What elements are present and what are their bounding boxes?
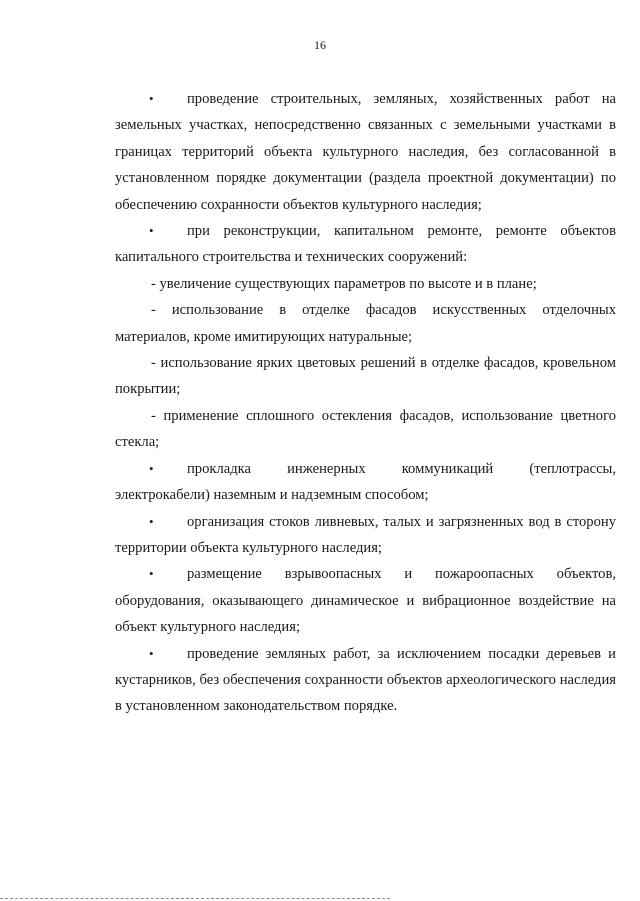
- bullet-icon: •: [149, 566, 154, 582]
- dash-paragraph: [115, 271, 616, 297]
- paragraph-text: прокладка инженерных коммуникаций (теплотрассы, электрокабели) наземным и надземным способом;: [115, 460, 616, 504]
- bullet-paragraph: [115, 641, 616, 720]
- bullet-icon: •: [149, 460, 154, 476]
- dash-paragraph: [115, 297, 616, 350]
- scan-edge-divider: [0, 898, 390, 899]
- bullet-icon: •: [149, 91, 154, 106]
- bullet-paragraph: [115, 509, 616, 562]
- paragraph-text: - применение сплошного остекления фасадов, использование цветного стекла;: [115, 407, 616, 451]
- paragraph-text: - увеличение существующих параметров по высоте и в плане;: [151, 275, 537, 292]
- paragraph-text: проведение земляных работ, за исключением посадки деревьев и кустарников, без обеспечения сохранности объектов археологического наследия в установленном законодательством порядке.: [115, 645, 616, 715]
- paragraph-text: - использование в отделке фасадов искусственных отделочных материалов, кроме имитирующих натуральные;: [115, 302, 616, 345]
- paragraph-text: при реконструкции, капитальном ремонте, ремонте объектов капитального строительства и технических сооружений:: [115, 223, 616, 266]
- paragraph-text: размещение взрывоопасных и пожароопасных объектов, оборудования, оказывающего динамическое и вибрационное воздействие на объект культурного наследия;: [115, 566, 616, 636]
- paragraph-text: проведение строительных, земляных, хозяйственных работ на земельных участках, непосредственно связанных с земельными участками в границах территорий объекта культурного наследия, без согласованной в установленном порядке документации (раздела проектной документации) по обеспечению сохранности объектов культурного наследия;: [115, 91, 616, 213]
- paragraph-text: - использование ярких цветовых решений в отделке фасадов, кровельном покрытии;: [115, 355, 616, 398]
- bullet-paragraph: [115, 86, 616, 218]
- dash-paragraph: [115, 403, 616, 456]
- bullet-paragraph: [115, 456, 616, 509]
- dash-paragraph: [115, 350, 616, 403]
- document-body: [115, 86, 616, 720]
- bullet-icon: •: [149, 223, 154, 239]
- bullet-icon: •: [149, 513, 154, 529]
- bullet-icon: •: [149, 645, 154, 661]
- page-number: 16: [314, 38, 326, 52]
- bullet-paragraph: [115, 218, 616, 271]
- paragraph-text: организация стоков ливневых, талых и загрязненных вод в сторону территории объекта культурного наследия;: [115, 513, 616, 556]
- bullet-paragraph: [115, 561, 616, 640]
